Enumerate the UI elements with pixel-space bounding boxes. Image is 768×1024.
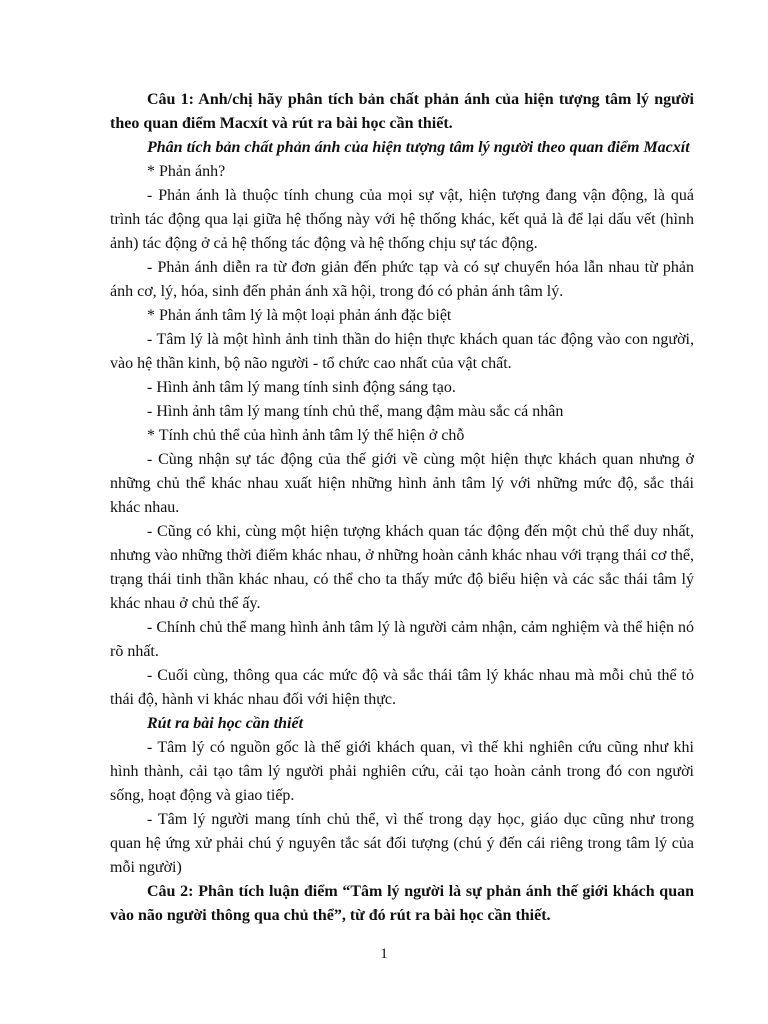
paragraph: - Tâm lý có nguồn gốc là thế giới khách quan, vì thế khi nghiên cứu cũng như khi hình thành, cải tạo tâm lý người phải nghiên cứu, cải tạo hoàn cảnh trong đó con người sống, hoạt động và giao tiếp.	[110, 739, 694, 804]
paragraph: - Tâm lý là một hình ảnh tinh thần do hiện thực khách quan tác động vào con người, vào hệ thần kinh, bộ não người - tổ chức cao nhất của vật chất.	[110, 331, 694, 372]
section-heading-lessons: Rút ra bài học cần thiết	[147, 715, 304, 732]
section-heading-analysis: Phân tích bản chất phản ánh của hiện tượng tâm lý người theo quan điểm Macxít	[147, 139, 690, 156]
paragraph: * Tính chủ thể của hình ảnh tâm lý thể hiện ở chỗ	[147, 427, 465, 444]
page-number: 1	[380, 946, 388, 962]
paragraph: * Phản ánh?	[147, 163, 226, 180]
paragraph: - Chính chủ thể mang hình ảnh tâm lý là người cảm nhận, cảm nghiệm và thể hiện nó rõ nhất.	[110, 619, 694, 660]
paragraph: - Hình ảnh tâm lý mang tính chủ thể, mang đậm màu sắc cá nhân	[147, 403, 564, 420]
document-body	[110, 88, 694, 928]
paragraph: - Cuối cùng, thông qua các mức độ và sắc thái tâm lý khác nhau mà mỗi chủ thể tỏ thái độ, hành vi khác nhau đối với hiện thực.	[110, 667, 694, 708]
paragraph: - Tâm lý người mang tính chủ thể, vì thế trong dạy học, giáo dục cũng như trong quan hệ ứng xử phải chú ý nguyên tắc sát đối tượng (chú ý đến cái riêng trong tâm lý của mỗi người)	[110, 811, 694, 876]
paragraph: - Phản ánh là thuộc tính chung của mọi sự vật, hiện tượng đang vận động, là quá trình tác động qua lại giữa hệ thống này với hệ thống khác, kết quả là để lại dấu vết (hình ảnh) tác động ở cả hệ thống tác động và hệ thống chịu sự tác động.	[110, 187, 694, 252]
paragraph: - Hình ảnh tâm lý mang tính sinh động sáng tạo.	[147, 379, 456, 396]
paragraph: * Phản ánh tâm lý là một loại phản ánh đặc biệt	[147, 307, 452, 324]
question-1-heading: Câu 1: Anh/chị hãy phân tích bản chất phản ánh của hiện tượng tâm lý người theo quan điểm Macxít và rút ra bài học cần thiết.	[110, 91, 694, 132]
paragraph: - Cùng nhận sự tác động của thế giới về cùng một hiện thực khách quan nhưng ở những chủ thể khác nhau xuất hiện những hình ảnh tâm lý với những mức độ, sắc thái khác nhau.	[110, 451, 694, 516]
question-2-heading: Câu 2: Phân tích luận điểm “Tâm lý người là sự phản ánh thế giới khách quan vào não người thông qua chủ thể”, từ đó rút ra bài học cần thiết.	[110, 883, 694, 924]
paragraph: - Cũng có khi, cùng một hiện tượng khách quan tác động đến một chủ thể duy nhất, nhưng vào những thời điểm khác nhau, ở những hoàn cảnh khác nhau với trạng thái cơ thể, trạng thái tinh thần khác nhau, có thể cho ta thấy mức độ biểu hiện và các sắc thái tâm lý khác nhau ở chủ thể ấy.	[110, 523, 694, 612]
paragraph: - Phản ánh diễn ra từ đơn giản đến phức tạp và có sự chuyển hóa lẫn nhau từ phản ánh cơ, lý, hóa, sinh đến phản ánh xã hội, trong đó có phản ánh tâm lý.	[110, 259, 694, 300]
